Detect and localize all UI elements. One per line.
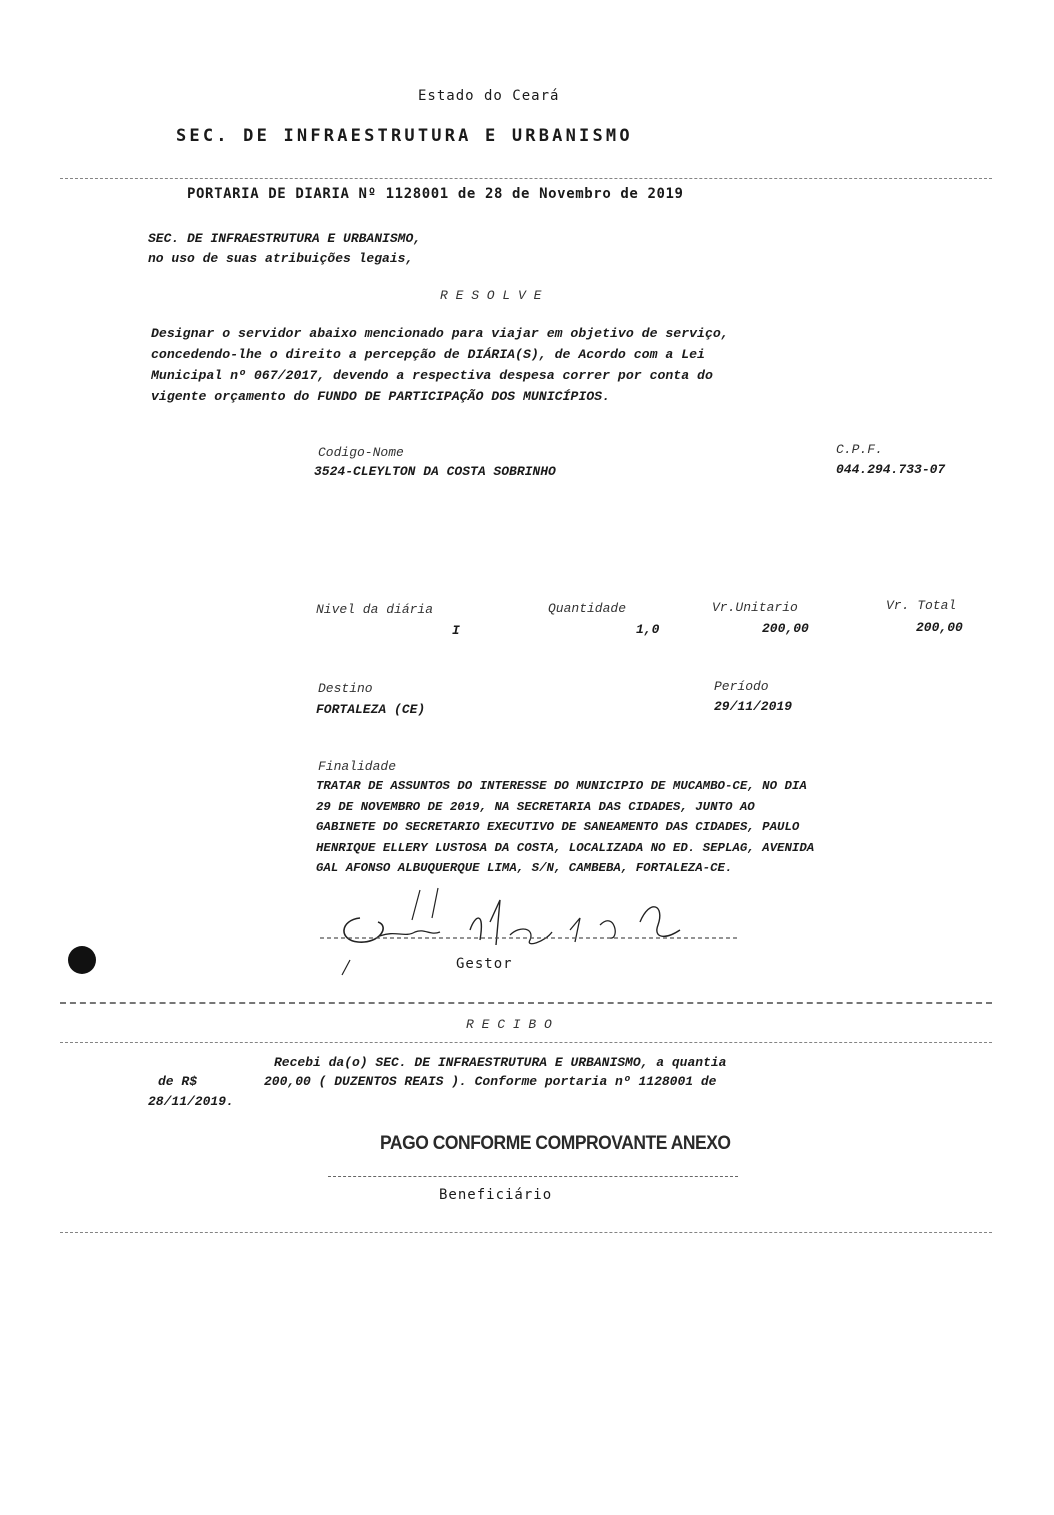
beneficiary-signature-line <box>328 1176 738 1177</box>
portaria-title: PORTARIA DE DIARIA Nº 1128001 de 28 de Novembro de 2019 <box>187 186 684 202</box>
level-label: Nivel da diária <box>316 602 434 617</box>
intro-line-1: SEC. DE INFRAESTRUTURA E URBANISMO, <box>148 231 422 246</box>
receipt-currency: de R$ <box>158 1074 198 1089</box>
quantity-value: 1,0 <box>636 622 660 637</box>
designation-line-1: Designar o servidor abaixo mencionado para viajar em objetivo de serviço, <box>151 326 729 341</box>
punch-hole <box>68 946 96 974</box>
code-name-value: 3524-CLEYLTON DA COSTA SOBRINHO <box>314 464 556 479</box>
receipt-top-divider <box>60 1002 992 1004</box>
receipt-line-3: 28/11/2019. <box>148 1094 234 1109</box>
state-name: Estado do Ceará <box>418 88 560 104</box>
cpf-value: 044.294.733-07 <box>836 462 946 477</box>
signature-drawing <box>320 870 740 980</box>
destination-label: Destino <box>318 681 373 696</box>
cpf-label: C.P.F. <box>836 442 883 457</box>
total-value: 200,00 <box>916 620 963 635</box>
designation-line-3: Municipal nº 067/2017, devendo a respectiva despesa correr por conta do <box>151 368 713 383</box>
resolve-heading: R E S O L V E <box>440 288 542 303</box>
period-label: Período <box>714 679 769 694</box>
destination-value: FORTALEZA (CE) <box>316 702 426 717</box>
level-value: I <box>452 623 460 638</box>
secretariat-title: SEC. DE INFRAESTRUTURA E URBANISMO <box>176 126 633 146</box>
unit-value-label: Vr.Unitario <box>712 600 798 615</box>
designation-line-2: concedendo-lhe o direito a percepção de DIÁRIA(S), de Acordo com a Lei <box>151 347 705 362</box>
gestor-label: Gestor <box>456 956 513 972</box>
total-value-label: Vr. Total <box>886 598 957 613</box>
purpose-line-3: GABINETE DO SECRETARIO EXECUTIVO DE SANEAMENTO DAS CIDADES, PAULO <box>316 820 800 834</box>
purpose-line-2: 29 DE NOVEMBRO DE 2019, NA SECRETARIA DAS CIDADES, JUNTO AO <box>316 799 755 814</box>
code-name-label: Codigo-Nome <box>318 445 404 460</box>
receipt-line-1: Recebi da(o) SEC. DE INFRAESTRUTURA E URBANISMO, a quantia <box>274 1055 727 1070</box>
purpose-line-1: TRATAR DE ASSUNTOS DO INTERESSE DO MUNICIPIO DE MUCAMBO-CE, NO DIA <box>316 779 807 793</box>
receipt-bottom-divider <box>60 1232 992 1233</box>
receipt-title: R E C I B O <box>466 1017 552 1032</box>
receipt-line-2: 200,00 ( DUZENTOS REAIS ). Conforme portaria nº 1128001 de <box>264 1074 717 1089</box>
purpose-paragraph <box>316 776 814 879</box>
divider <box>60 178 992 179</box>
purpose-line-4: HENRIQUE ELLERY LUSTOSA DA COSTA, LOCALIZADA NO ED. SEPLAG, AVENIDA <box>316 840 815 855</box>
designation-line-4: vigente orçamento do FUNDO DE PARTICIPAÇÃO DOS MUNICÍPIOS. <box>151 389 610 404</box>
payment-stamp: PAGO CONFORME COMPROVANTE ANEXO <box>380 1133 731 1154</box>
purpose-label: Finalidade <box>318 759 397 774</box>
purpose-line-5: GAL AFONSO ALBUQUERQUE LIMA, S/N, CAMBEBA, FORTALEZA-CE. <box>316 861 733 875</box>
intro-line-2: no uso de suas atribuições legais, <box>148 251 414 266</box>
quantity-label: Quantidade <box>548 601 627 616</box>
unit-value: 200,00 <box>762 621 809 636</box>
designation-paragraph <box>151 323 729 407</box>
period-value: 29/11/2019 <box>714 699 793 714</box>
receipt-title-divider <box>60 1042 992 1043</box>
beneficiary-label: Beneficiário <box>439 1187 553 1203</box>
